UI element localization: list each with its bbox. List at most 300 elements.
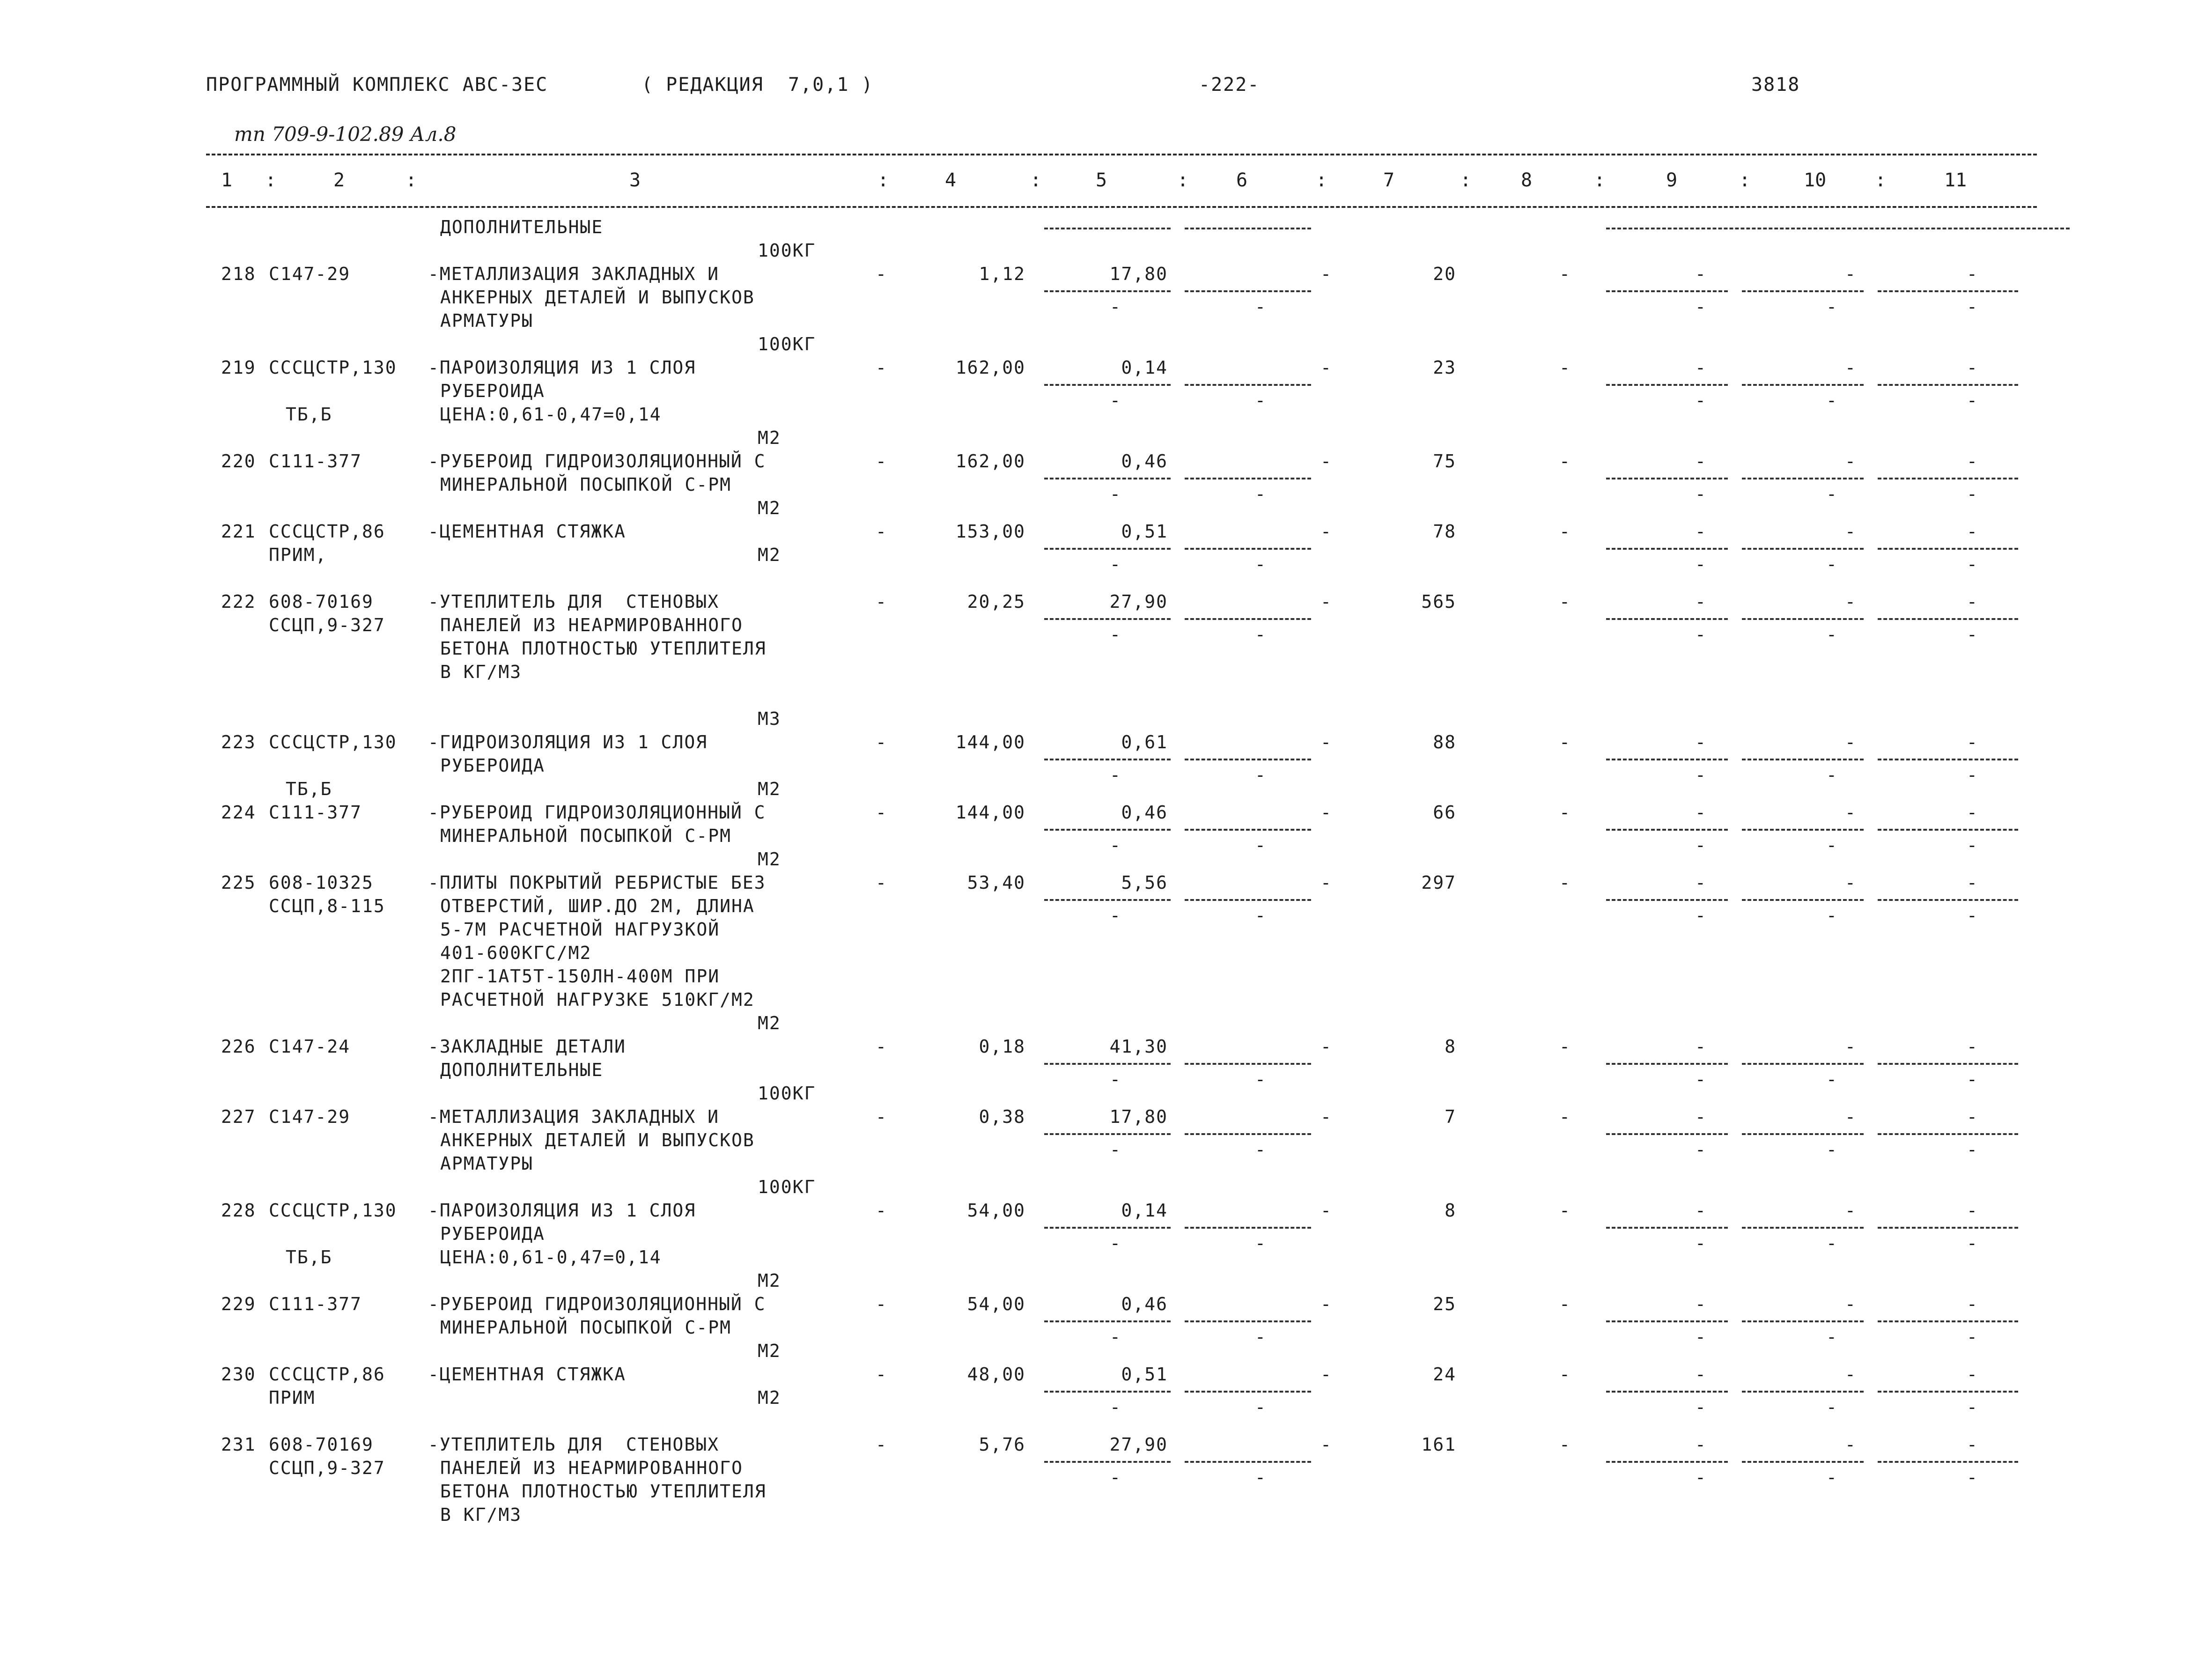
dash-mark: - (1967, 732, 1977, 752)
row-quantity: 162,00 (955, 451, 1025, 472)
column-header: 8 (1521, 170, 1533, 191)
dashed-underline (1742, 618, 1864, 620)
dash-mark: - (1695, 1294, 1706, 1314)
dash-mark: - (1826, 1233, 1837, 1253)
dashed-underline (1742, 548, 1864, 550)
dash-mark: - (1255, 1327, 1266, 1347)
dash-mark: - (1320, 1200, 1331, 1221)
column-separator: : (1316, 170, 1327, 191)
dash-mark: - (1967, 802, 1977, 823)
dash-mark: - (1845, 1364, 1856, 1385)
dash-mark: - (1845, 1200, 1856, 1221)
row-code: СССЦСТР,130 (269, 732, 397, 752)
dash-mark: - (1967, 296, 1977, 317)
column-separator: : (1739, 170, 1751, 191)
dash-mark: - (1967, 1327, 1977, 1347)
dashed-underline (1044, 384, 1171, 386)
dash-mark: - (1695, 1036, 1706, 1057)
column-separator: : (1875, 170, 1887, 191)
dash-mark: - (1695, 264, 1706, 284)
carry-over-text: ДОПОЛНИТЕЛЬНЫЕ (440, 217, 604, 237)
dash-mark: - (1110, 1467, 1121, 1488)
row-quantity: 48,00 (967, 1364, 1025, 1385)
dashed-underline (1185, 228, 1311, 229)
row-unit: М2 (758, 1387, 781, 1408)
row-subcode: ССЦП,9-327 (269, 1458, 385, 1478)
column-separator: : (1030, 170, 1042, 191)
dash-mark: - (1845, 1036, 1856, 1057)
dash-mark: - (1967, 1364, 1977, 1385)
column-separator: : (406, 170, 417, 191)
dashed-underline (1742, 1391, 1864, 1393)
dash-mark: - (1695, 1434, 1706, 1455)
row-price-note: ЦЕНА:0,61-0,47=0,14 (440, 404, 662, 425)
dashed-underline (1606, 759, 1728, 760)
row-code: С147-24 (269, 1036, 351, 1057)
dash-mark: - (1559, 1294, 1570, 1314)
dash-mark: - (1695, 1467, 1706, 1488)
row-description-line: РАСЧЕТНОЙ НАГРУЗКЕ 510КГ/М2 (440, 989, 755, 1010)
dash-mark: - (1826, 1069, 1837, 1090)
dashed-underline (1606, 548, 1728, 550)
document-number: 3818 (1751, 74, 1800, 96)
row-description-line: -ПАРОИЗОЛЯЦИЯ ИЗ 1 СЛОЯ (428, 1200, 696, 1221)
dashed-underline (1742, 384, 1864, 386)
row-description-line: БЕТОНА ПЛОТНОСТЬЮ УТЕПЛИТЕЛЯ (440, 1481, 767, 1502)
dash-mark: - (1559, 591, 1570, 612)
dashed-underline (1606, 1063, 1728, 1065)
dashed-underline (1878, 899, 2018, 901)
row-total: 161 (1421, 1434, 1456, 1455)
dashed-underline (1606, 1320, 1728, 1322)
dash-mark: - (1559, 1434, 1570, 1455)
dash-mark: - (876, 872, 886, 893)
dash-mark: - (1559, 521, 1570, 542)
row-description-line: АНКЕРНЫХ ДЕТАЛЕЙ И ВЫПУСКОВ (440, 287, 755, 308)
dash-mark: - (1695, 1233, 1706, 1253)
dash-mark: - (1845, 802, 1856, 823)
row-code: 608-70169 (269, 1434, 374, 1455)
dash-mark: - (1967, 1106, 1977, 1127)
dash-mark: - (1695, 484, 1706, 504)
edition-label: ( РЕДАКЦИЯ 7,0,1 ) (641, 74, 874, 96)
dash-mark: - (1559, 357, 1570, 378)
dash-mark: - (1110, 1327, 1121, 1347)
row-unit: 100КГ (758, 334, 816, 354)
dashed-underline (1185, 478, 1311, 479)
dashed-underline (1742, 759, 1864, 760)
dashed-underline (1878, 1391, 2018, 1393)
dash-mark: - (1695, 591, 1706, 612)
row-total: 7 (1445, 1106, 1456, 1127)
dash-mark: - (1967, 765, 1977, 785)
dashed-underline (1044, 1461, 1171, 1463)
row-total: 8 (1445, 1200, 1456, 1221)
row-number: 218 (221, 264, 256, 284)
dashed-underline (1606, 1391, 1728, 1393)
row-total: 565 (1421, 591, 1456, 612)
row-subcode: ПРИМ (269, 1387, 316, 1408)
dash-mark: - (876, 732, 886, 752)
dashed-underline (1044, 228, 1171, 229)
column-header: 10 (1804, 170, 1827, 191)
header-rule-top (206, 154, 2037, 155)
dashed-underline (1742, 1227, 1864, 1229)
row-price: 41,30 (1109, 1036, 1168, 1057)
row-description-line: ДОПОЛНИТЕЛЬНЫЕ (440, 1060, 604, 1080)
row-description-line: -РУБЕРОИД ГИДРОИЗОЛЯЦИОННЫЙ С (428, 802, 766, 823)
row-description-line: -ЗАКЛАДНЫЕ ДЕТАЛИ (428, 1036, 626, 1057)
row-subcode: ТБ,Б (286, 404, 332, 425)
dash-mark: - (1255, 1233, 1266, 1253)
dash-mark: - (1967, 872, 1977, 893)
row-total: 20 (1433, 264, 1456, 284)
dashed-underline (1606, 618, 1728, 620)
dash-mark: - (1826, 1327, 1837, 1347)
dash-mark: - (1110, 1139, 1121, 1160)
dash-mark: - (1826, 554, 1837, 575)
dash-mark: - (1110, 1069, 1121, 1090)
row-description-line: -МЕТАЛЛИЗАЦИЯ ЗАКЛАДНЫХ И (428, 264, 719, 284)
row-price: 0,46 (1121, 1294, 1168, 1314)
dash-mark: - (1826, 1467, 1837, 1488)
dashed-underline (1878, 384, 2018, 386)
row-quantity: 53,40 (967, 872, 1025, 893)
row-description-line: -УТЕПЛИТЕЛЬ ДЛЯ СТЕНОВЫХ (428, 591, 719, 612)
dashed-underline (1185, 384, 1311, 386)
page-number: -222- (1199, 74, 1260, 96)
dash-mark: - (1695, 1139, 1706, 1160)
dashed-underline (1606, 1133, 1728, 1135)
row-number: 222 (221, 591, 256, 612)
dash-mark: - (1967, 1294, 1977, 1314)
row-description-line: -РУБЕРОИД ГИДРОИЗОЛЯЦИОННЫЙ С (428, 1294, 766, 1314)
row-code: СССЦСТР,86 (269, 521, 385, 542)
dash-mark: - (1255, 835, 1266, 855)
dash-mark: - (1845, 1106, 1856, 1127)
column-separator: : (1177, 170, 1189, 191)
dashed-underline (1606, 1461, 1728, 1463)
dash-mark: - (1967, 835, 1977, 855)
dash-mark: - (1559, 732, 1570, 752)
row-total: 297 (1421, 872, 1456, 893)
row-subcode: ПРИМ, (269, 545, 327, 565)
dashed-underline (1878, 290, 2018, 292)
dash-mark: - (876, 521, 886, 542)
dash-mark: - (1110, 835, 1121, 855)
dashed-underline (1606, 228, 2070, 229)
dash-mark: - (1967, 554, 1977, 575)
dash-mark: - (1967, 484, 1977, 504)
dash-mark: - (1320, 264, 1331, 284)
dash-mark: - (1695, 1069, 1706, 1090)
dash-mark: - (1320, 451, 1331, 472)
carry-over-unit: 100КГ (758, 240, 816, 261)
row-unit: М2 (758, 779, 781, 799)
row-description-line: -ЦЕМЕНТНАЯ СТЯЖКА (428, 521, 626, 542)
dash-mark: - (1967, 451, 1977, 472)
row-quantity: 54,00 (967, 1294, 1025, 1314)
dash-mark: - (1110, 296, 1121, 317)
dashed-underline (1606, 384, 1728, 386)
row-description-line: РУБЕРОИДА (440, 381, 545, 401)
row-description-line: -ПАРОИЗОЛЯЦИЯ ИЗ 1 СЛОЯ (428, 357, 696, 378)
row-price: 0,61 (1121, 732, 1168, 752)
dashed-underline (1742, 1461, 1864, 1463)
dash-mark: - (1695, 1200, 1706, 1221)
dash-mark: - (1110, 484, 1121, 504)
dash-mark: - (1320, 802, 1331, 823)
row-code: С111-377 (269, 451, 362, 472)
dashed-underline (1044, 759, 1171, 760)
row-number: 221 (221, 521, 256, 542)
dashed-underline (1878, 478, 2018, 479)
row-description-line: МИНЕРАЛЬНОЙ ПОСЫПКОЙ С-РМ (440, 1317, 731, 1338)
dash-mark: - (1845, 591, 1856, 612)
dash-mark: - (1110, 1397, 1121, 1417)
dash-mark: - (1110, 624, 1121, 645)
dash-mark: - (1695, 296, 1706, 317)
dashed-underline (1044, 1227, 1171, 1229)
dash-mark: - (1826, 390, 1837, 411)
row-code: С147-29 (269, 1106, 351, 1127)
dashed-underline (1185, 1391, 1311, 1393)
row-code: СССЦСТР,86 (269, 1364, 385, 1385)
dash-mark: - (1320, 521, 1331, 542)
row-number: 224 (221, 802, 256, 823)
dash-mark: - (1320, 357, 1331, 378)
dash-mark: - (1967, 1139, 1977, 1160)
row-price-note: ЦЕНА:0,61-0,47=0,14 (440, 1247, 662, 1268)
row-total: 66 (1433, 802, 1456, 823)
dashed-underline (1185, 899, 1311, 901)
row-number: 225 (221, 872, 256, 893)
dashed-underline (1606, 290, 1728, 292)
row-price: 17,80 (1109, 264, 1168, 284)
dash-mark: - (1320, 1294, 1331, 1314)
dashed-underline (1606, 829, 1728, 831)
dash-mark: - (1320, 1364, 1331, 1385)
dashed-underline (1044, 548, 1171, 550)
dash-mark: - (1695, 451, 1706, 472)
row-total: 24 (1433, 1364, 1456, 1385)
dash-mark: - (1255, 1069, 1266, 1090)
row-code: СССЦСТР,130 (269, 357, 397, 378)
dash-mark: - (1967, 591, 1977, 612)
column-separator: : (1594, 170, 1606, 191)
dash-mark: - (1967, 1036, 1977, 1057)
dash-mark: - (1695, 1364, 1706, 1385)
dash-mark: - (1110, 554, 1121, 575)
row-description-line: 5-7М РАСЧЕТНОЙ НАГРУЗКОЙ (440, 919, 720, 940)
row-subcode: ССЦП,8-115 (269, 896, 385, 916)
dashed-underline (1878, 759, 2018, 760)
column-header: 4 (945, 170, 957, 191)
dash-mark: - (1967, 624, 1977, 645)
row-total: 23 (1433, 357, 1456, 378)
row-description-line: В КГ/М3 (440, 1504, 522, 1525)
dash-mark: - (1320, 872, 1331, 893)
row-price: 5,56 (1121, 872, 1168, 893)
row-description-line: РУБЕРОИДА (440, 755, 545, 776)
column-header: 2 (333, 170, 345, 191)
dash-mark: - (1695, 521, 1706, 542)
dash-mark: - (1845, 872, 1856, 893)
column-header: 5 (1096, 170, 1107, 191)
dash-mark: - (1695, 802, 1706, 823)
row-description-line: РУБЕРОИДА (440, 1224, 545, 1244)
dashed-underline (1742, 829, 1864, 831)
row-price: 0,14 (1121, 357, 1168, 378)
dash-mark: - (876, 1294, 886, 1314)
row-unit: 100КГ (758, 1083, 816, 1104)
dash-mark: - (1255, 905, 1266, 926)
dash-mark: - (1695, 835, 1706, 855)
dashed-underline (1044, 1133, 1171, 1135)
dashed-underline (1742, 1133, 1864, 1135)
dash-mark: - (1826, 484, 1837, 504)
row-total: 88 (1433, 732, 1456, 752)
row-price: 0,51 (1121, 521, 1168, 542)
dashed-underline (1606, 1227, 1728, 1229)
dash-mark: - (1320, 1106, 1331, 1127)
dash-mark: - (1695, 765, 1706, 785)
row-total: 8 (1445, 1036, 1456, 1057)
column-separator: : (1460, 170, 1472, 191)
dash-mark: - (1320, 732, 1331, 752)
dash-mark: - (876, 591, 886, 612)
dash-mark: - (1255, 1397, 1266, 1417)
dash-mark: - (1967, 1467, 1977, 1488)
dashed-underline (1742, 899, 1864, 901)
dash-mark: - (1695, 732, 1706, 752)
dash-mark: - (1845, 521, 1856, 542)
dashed-underline (1878, 618, 2018, 620)
column-separator: : (877, 170, 889, 191)
row-unit: М2 (758, 428, 781, 448)
dash-mark: - (1845, 451, 1856, 472)
dash-mark: - (1826, 835, 1837, 855)
dashed-underline (1044, 1391, 1171, 1393)
row-code: С111-377 (269, 802, 362, 823)
dash-mark: - (1255, 554, 1266, 575)
row-description-line: ПАНЕЛЕЙ ИЗ НЕАРМИРОВАННОГО (440, 1458, 743, 1478)
dashed-underline (1185, 1461, 1311, 1463)
dash-mark: - (1559, 1036, 1570, 1057)
program-title: ПРОГРАММНЫЙ КОМПЛЕКС АВС-3ЕС (206, 74, 548, 96)
column-header: 7 (1383, 170, 1395, 191)
dash-mark: - (1967, 1434, 1977, 1455)
row-code: СССЦСТР,130 (269, 1200, 397, 1221)
row-description-line: ОТВЕРСТИЙ, ШИР.ДО 2М, ДЛИНА (440, 896, 755, 916)
dash-mark: - (1559, 1364, 1570, 1385)
dashed-underline (1044, 618, 1171, 620)
row-description-line: -ГИДРОИЗОЛЯЦИЯ ИЗ 1 СЛОЯ (428, 732, 708, 752)
row-code: С111-377 (269, 1294, 362, 1314)
row-total: 25 (1433, 1294, 1456, 1314)
row-description-line: АРМАТУРЫ (440, 310, 534, 331)
dash-mark: - (876, 357, 886, 378)
dash-mark: - (1110, 1233, 1121, 1253)
row-description-line: ПАНЕЛЕЙ ИЗ НЕАРМИРОВАННОГО (440, 615, 743, 635)
dashed-underline (1878, 1063, 2018, 1065)
row-description-line: МИНЕРАЛЬНОЙ ПОСЫПКОЙ С-РМ (440, 474, 731, 495)
row-subcode: ТБ,Б (286, 779, 332, 799)
dash-mark: - (1320, 591, 1331, 612)
dash-mark: - (1255, 1139, 1266, 1160)
dashed-underline (1044, 829, 1171, 831)
dashed-underline (1185, 1063, 1311, 1065)
row-price: 27,90 (1109, 1434, 1168, 1455)
row-price: 27,90 (1109, 591, 1168, 612)
dash-mark: - (1695, 390, 1706, 411)
row-quantity: 144,00 (955, 732, 1025, 752)
row-description-line: 2ПГ-1АТ5Т-150ЛН-400М ПРИ (440, 966, 720, 987)
row-number: 223 (221, 732, 256, 752)
row-description-line: МИНЕРАЛЬНОЙ ПОСЫПКОЙ С-РМ (440, 826, 731, 846)
handwritten-project-code: тп 709-9-102.89 Ал.8 (234, 123, 457, 146)
dashed-underline (1185, 759, 1311, 760)
row-quantity: 0,38 (979, 1106, 1025, 1127)
row-subcode: ССЦП,9-327 (269, 615, 385, 635)
row-unit: М2 (758, 545, 781, 565)
dash-mark: - (1255, 765, 1266, 785)
row-description-line: АРМАТУРЫ (440, 1153, 534, 1174)
row-quantity: 5,76 (979, 1434, 1025, 1455)
dash-mark: - (876, 1364, 886, 1385)
dashed-underline (1185, 829, 1311, 831)
row-code: 608-10325 (269, 872, 374, 893)
row-description-line: В КГ/М3 (440, 662, 522, 682)
dash-mark: - (1967, 1200, 1977, 1221)
row-quantity: 153,00 (955, 521, 1025, 542)
dash-mark: - (876, 1434, 886, 1455)
row-number: 230 (221, 1364, 256, 1385)
row-quantity: 54,00 (967, 1200, 1025, 1221)
dash-mark: - (1967, 390, 1977, 411)
dash-mark: - (1559, 264, 1570, 284)
column-header: 1 (221, 170, 233, 191)
row-unit: М2 (758, 849, 781, 870)
dash-mark: - (1826, 1397, 1837, 1417)
row-quantity: 0,18 (979, 1036, 1025, 1057)
dashed-underline (1878, 1227, 2018, 1229)
dashed-underline (1044, 899, 1171, 901)
column-header: 3 (629, 170, 641, 191)
dashed-underline (1044, 1063, 1171, 1065)
dash-mark: - (1695, 1106, 1706, 1127)
dash-mark: - (1110, 905, 1121, 926)
row-number: 227 (221, 1106, 256, 1127)
row-description-line: БЕТОНА ПЛОТНОСТЬЮ УТЕПЛИТЕЛЯ (440, 638, 767, 659)
column-header: 6 (1236, 170, 1248, 191)
row-number: 226 (221, 1036, 256, 1057)
row-code: 608-70169 (269, 591, 374, 612)
dash-mark: - (1826, 296, 1837, 317)
dashed-underline (1185, 1320, 1311, 1322)
dash-mark: - (876, 264, 886, 284)
header-rule-bottom (206, 206, 2037, 208)
dashed-underline (1044, 1320, 1171, 1322)
dash-mark: - (1559, 451, 1570, 472)
row-number: 231 (221, 1434, 256, 1455)
row-code: С147-29 (269, 264, 351, 284)
dash-mark: - (1559, 1106, 1570, 1127)
row-price: 17,80 (1109, 1106, 1168, 1127)
row-number: 220 (221, 451, 256, 472)
dash-mark: - (1255, 624, 1266, 645)
dash-mark: - (876, 1036, 886, 1057)
